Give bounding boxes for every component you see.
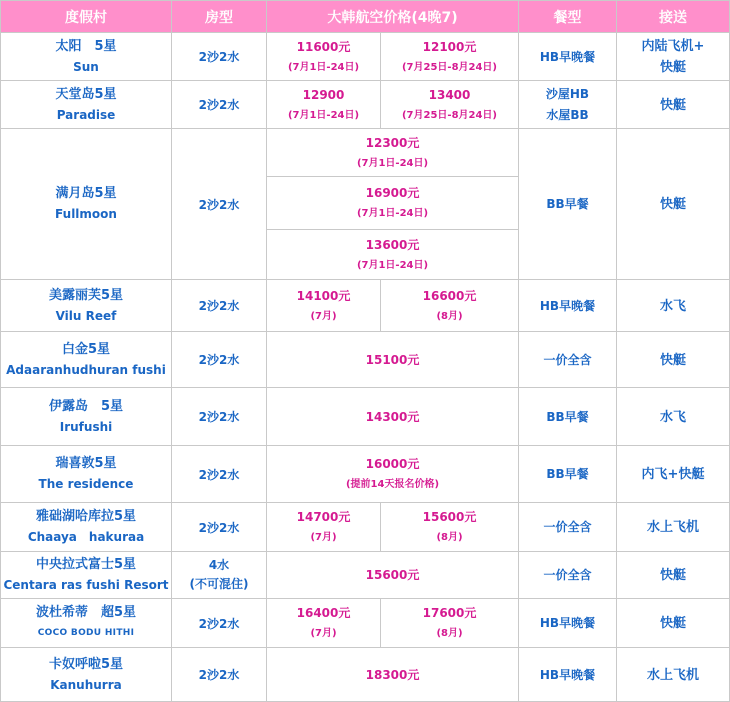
room-cell (172, 81, 267, 129)
transfer-cell (617, 503, 730, 552)
meal-plan: BB早餐 (546, 467, 589, 481)
price-cell (267, 129, 519, 177)
price-value: 15100元 (365, 352, 420, 367)
meal-cell (519, 503, 617, 552)
transfer-method: 快艇 (659, 352, 686, 368)
transfer-cell (617, 129, 730, 280)
transfer-method: 水上飞机 (646, 667, 699, 683)
table-row (1, 280, 730, 332)
price-cell (267, 81, 381, 129)
transfer-method: 快艇 (659, 197, 686, 212)
transfer-method: 水飞 (659, 409, 686, 425)
meal-cell (519, 280, 617, 332)
price-cell (381, 599, 519, 648)
resort-name: 天堂岛5星 (55, 86, 117, 102)
room-cell (172, 503, 267, 552)
price-period: (7月) (310, 310, 337, 322)
room-type: 2沙2水 (198, 299, 240, 313)
price-value: 16600元 (422, 288, 477, 303)
resort-cell (1, 388, 172, 446)
meal-plan: HB早晚餐 (539, 298, 596, 313)
meal-cell (519, 648, 617, 702)
table-row (1, 599, 730, 648)
price-period: (7月) (310, 628, 337, 639)
price-period: (8月) (436, 628, 463, 639)
meal-cell (519, 33, 617, 81)
price-period: (8月) (436, 532, 463, 543)
price-cell (267, 388, 519, 446)
table-row (1, 129, 730, 177)
transfer-method: 水飞 (659, 298, 686, 314)
transfer-cell (617, 648, 730, 702)
meal-plan: 沙屋HB (545, 86, 590, 101)
price-cell (267, 503, 381, 552)
price-value: 14300元 (365, 409, 420, 424)
header-transfer: 接送 (617, 1, 730, 33)
resort-name: 美露丽芙5星 (48, 287, 124, 303)
price-cell (267, 177, 519, 230)
price-cell (267, 230, 519, 280)
price-period: (7月25日-8月24日) (401, 109, 498, 121)
meal-plan: BB早餐 (546, 409, 589, 424)
price-cell (267, 446, 519, 503)
transfer-cell (617, 280, 730, 332)
resort-cell (1, 332, 172, 388)
resort-cell (1, 648, 172, 702)
price-value: 14100元 (296, 288, 351, 303)
resort-name-en: The residence (38, 477, 134, 491)
meal-plan: 一价全含 (543, 352, 592, 367)
price-value: 11600元 (296, 39, 351, 54)
transfer-cell (617, 446, 730, 503)
meal-cell (519, 129, 617, 280)
resort-cell (1, 552, 172, 599)
table-row (1, 332, 730, 388)
price-value: 18300元 (365, 667, 420, 682)
price-period: (7月1日-24日) (287, 61, 360, 73)
transfer-cell (617, 81, 730, 129)
price-value: 16900元 (365, 186, 420, 200)
meal-plan: 一价全含 (543, 520, 592, 534)
resort-name-en: Adaaranhudhuran fushi (6, 362, 166, 377)
table-row (1, 503, 730, 552)
resort-cell (1, 599, 172, 648)
room-cell (172, 599, 267, 648)
resort-name: 伊露岛 5星 (48, 398, 124, 414)
meal-cell (519, 388, 617, 446)
table-row (1, 388, 730, 446)
header-room-type: 房型 (172, 1, 267, 33)
transfer-cell (617, 332, 730, 388)
room-type: 2沙2水 (198, 467, 240, 482)
price-period: (7月1日-24日) (356, 208, 429, 219)
price-cell (381, 503, 519, 552)
header-row (1, 1, 730, 33)
resort-cell (1, 33, 172, 81)
room-cell (172, 129, 267, 280)
price-period: (7月25日-8月24日) (401, 61, 498, 73)
resort-name: 太阳 5星 (55, 38, 117, 54)
resort-cell (1, 129, 172, 280)
price-cell (267, 33, 381, 81)
meal-cell (519, 446, 617, 503)
room-cell (172, 388, 267, 446)
price-value: 12100元 (422, 39, 477, 54)
price-cell (267, 599, 381, 648)
room-cell (172, 552, 267, 599)
header-resort: 度假村 (1, 1, 172, 33)
resort-name-en: Chaaya hakuraa (27, 530, 145, 544)
resort-name: 雅础湖哈库拉5星 (35, 509, 137, 524)
resort-name: 波杜希蒂 超5星 (35, 605, 137, 620)
room-type: 2沙2水 (198, 353, 240, 367)
room-cell (172, 280, 267, 332)
price-period: (7月) (310, 532, 337, 543)
resort-name: 瑞喜敦5星 (55, 456, 117, 471)
price-period: (7月1日-24日) (287, 109, 360, 121)
room-cell (172, 446, 267, 503)
room-type: 2沙2水 (198, 668, 240, 682)
price-cell (267, 332, 519, 388)
resort-name-en: Vilu Reef (55, 308, 117, 323)
price-period: (8月) (436, 310, 463, 322)
transfer-method: 快艇 (659, 616, 686, 631)
meal-plan: BB早餐 (546, 197, 589, 211)
price-cell (381, 33, 519, 81)
room-type: 4水 (208, 558, 230, 572)
price-value: 15600元 (365, 568, 420, 582)
resort-name: 中央拉式富士5星 (35, 557, 137, 572)
room-type: 2沙2水 (198, 410, 240, 424)
price-value: 12900 (302, 87, 345, 102)
resort-cell (1, 280, 172, 332)
room-note: (不可混住) (189, 577, 249, 591)
resort-name-en: Sun (73, 59, 99, 74)
resort-name: 卡奴呼啦5星 (48, 656, 124, 672)
transfer-method: 内飞+快艇 (641, 467, 705, 482)
resort-name: 白金5星 (61, 341, 111, 357)
meal-plan: 水屋BB (546, 107, 589, 122)
transfer-method: 内陆飞机+ (641, 38, 705, 54)
price-cell (267, 552, 519, 599)
resort-name-en: Kanuhurra (50, 677, 122, 692)
meal-cell (519, 552, 617, 599)
room-type: 2沙2水 (198, 50, 240, 64)
resort-cell (1, 503, 172, 552)
table-row (1, 81, 730, 129)
transfer-cell (617, 388, 730, 446)
room-cell (172, 332, 267, 388)
table-row (1, 33, 730, 81)
price-value: 12300元 (365, 135, 420, 150)
price-value: 13600元 (365, 237, 420, 252)
resort-name-en: Irufushi (59, 419, 113, 434)
room-cell (172, 648, 267, 702)
price-value: 14700元 (296, 510, 351, 524)
price-value: 16000元 (365, 457, 420, 471)
price-cell (381, 81, 519, 129)
room-type: 2沙2水 (198, 197, 240, 212)
meal-plan: HB早晚餐 (539, 49, 596, 64)
resort-name-en: Paradise (56, 107, 116, 122)
transfer-method: 快艇 (659, 568, 686, 583)
resort-name: 满月岛5星 (55, 186, 117, 201)
price-value: 13400 (428, 87, 471, 102)
price-cell (267, 648, 519, 702)
room-type: 2沙2水 (198, 616, 240, 631)
price-period: (7月1日-24日) (356, 259, 429, 271)
header-meal: 餐型 (519, 1, 617, 33)
transfer-cell (617, 33, 730, 81)
transfer-method: 快艇 (659, 97, 686, 113)
resort-name-en: Fullmoon (55, 207, 117, 221)
price-note: (提前14天报名价格) (345, 479, 440, 490)
transfer-method: 快艇 (659, 59, 686, 75)
price-value: 16400元 (296, 606, 351, 620)
meal-plan: HB早晚餐 (539, 616, 596, 630)
resort-name-en: COCO BODU HITHI (37, 628, 135, 638)
room-cell (172, 33, 267, 81)
table-row (1, 552, 730, 599)
price-value: 17600元 (422, 606, 477, 620)
price-cell (381, 280, 519, 332)
price-value: 15600元 (422, 510, 477, 524)
price-cell (267, 280, 381, 332)
header-price: 大韩航空价格(4晚7) (267, 1, 519, 33)
resort-cell (1, 446, 172, 503)
meal-plan: 一价全含 (543, 568, 592, 582)
transfer-cell (617, 599, 730, 648)
room-type: 2沙2水 (198, 520, 240, 535)
table-row (1, 446, 730, 503)
room-type: 2沙2水 (198, 98, 240, 112)
transfer-method: 水上飞机 (646, 520, 699, 535)
meal-cell (519, 332, 617, 388)
price-period: (7月1日-24日) (356, 157, 429, 169)
table-row (1, 648, 730, 702)
resort-cell (1, 81, 172, 129)
meal-cell (519, 599, 617, 648)
meal-plan: HB早晚餐 (539, 667, 596, 682)
resort-name-en: Centara ras fushi Resort (3, 578, 169, 592)
meal-cell (519, 81, 617, 129)
transfer-cell (617, 552, 730, 599)
